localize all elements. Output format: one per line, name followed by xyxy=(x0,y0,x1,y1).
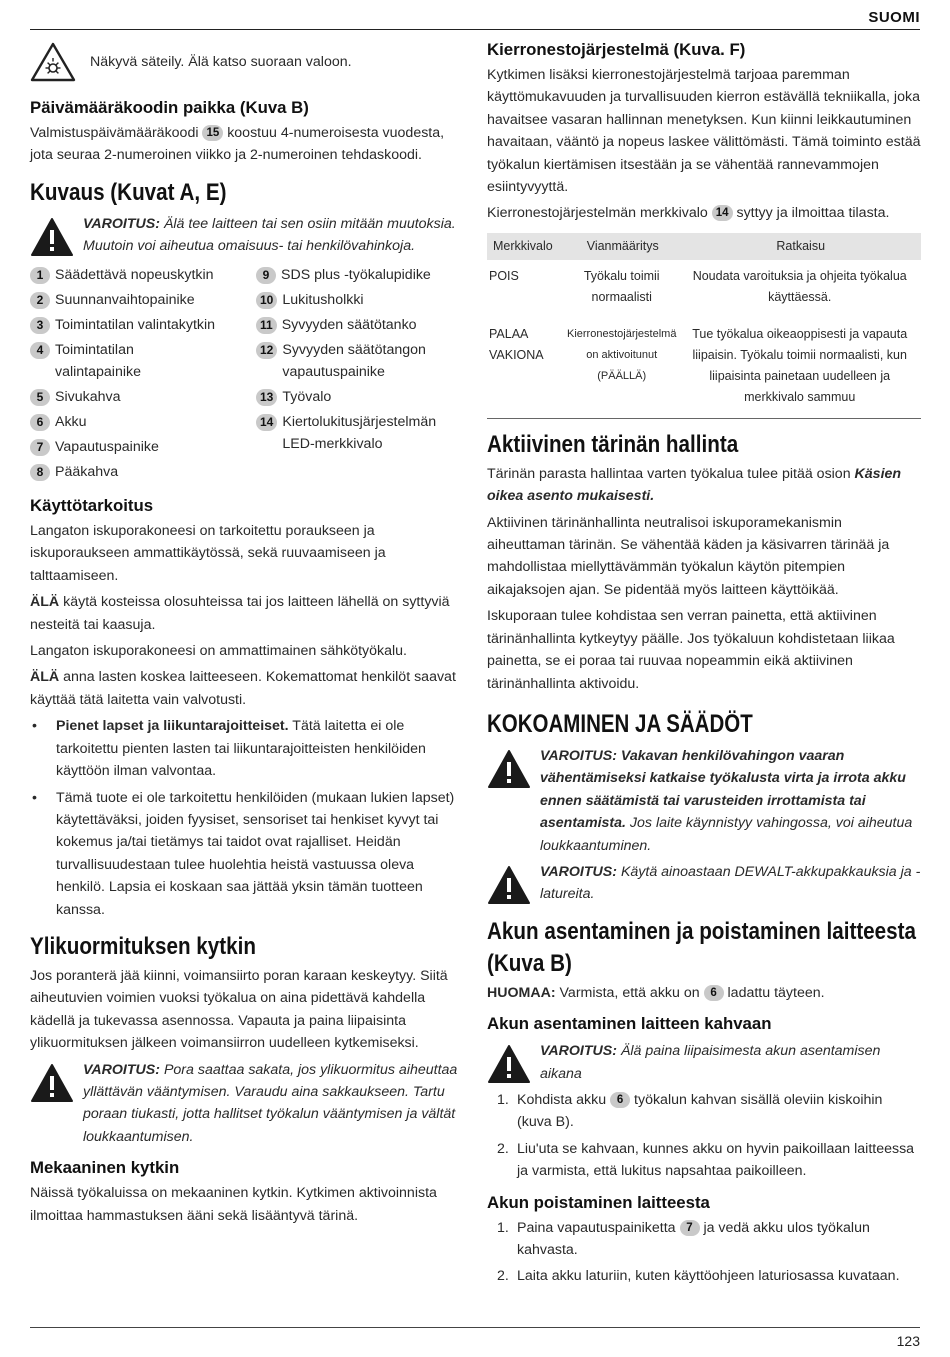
warning-triangle-icon xyxy=(487,865,531,905)
part-badge: 5 xyxy=(30,389,50,406)
antirot-heading: Kierronestojärjestelmä (Kuva. F) xyxy=(487,40,746,59)
radiation-text: Näkyvä säteily. Älä katso suoraan valoon. xyxy=(90,53,352,70)
part-badge: 6 xyxy=(30,414,50,431)
install-step-2: 2. Liu'uta se kahvaan, kunnes akku on hyvin paikoillaan laitteessa ja varmista, että lukitus napsahtaa paikoilleen. xyxy=(497,1140,915,1180)
warning-triangle-icon xyxy=(487,1044,531,1084)
table-cell: Noudata varoituksia ja ohjeita työkalua käyttäessä. xyxy=(692,268,907,304)
date-code-heading: Päivämääräkoodin paikka (Kuva B) xyxy=(30,98,309,117)
parts-col-2 xyxy=(256,264,462,486)
part-item: 14 Kiertolukitusjärjestelmän LED-merkkivalo xyxy=(256,411,462,456)
battery-note: HUOMAA: Varmista, että akku on 6 ladattu täyteen. xyxy=(487,984,825,1001)
left-column xyxy=(30,38,462,1231)
part-item: 8 Pääkahva xyxy=(30,461,256,483)
part-item: 7 Vapautuspainike xyxy=(30,436,256,458)
antirot-p1: Kytkimen lisäksi kierronestojärjestelmä tarjoaa paremman käyttömukavuuden ja turvallisuuden kierron estävällä tekniikalla, joka havaitsee vasaran hallinnan menetyksen. Kun kiinni leikkautuminen havaitaan, vääntö ja nopeus laskee välittömästi. Tämä toiminto estää työkalun kiertämisen itsestään ja se vähentää rannevammojen esiintyvyyttä. xyxy=(487,67,921,196)
overload-p1: Jos poranterä jää kiinni, voimansiirto poran karaan keskeytyy. Siitä aiheutuvien voimien vuoksi työkalua on aina pidettävä kahdella kädellä ja tukevassa asennossa. Vapauta ja paina liipaisinta ylikuormituksen jälkeen voimansiirron uudelleen kytkemiseksi. xyxy=(30,967,448,1052)
badge-14: 14 xyxy=(712,205,733,221)
vibration-p3: Iskuporaan tulee kohdistaa sen verran painetta, että aktiivinen tärinänhallinta kytkeytyy päälle. Jos työkaluun kohdistetaan liikaa painetta, se ei poraa tai ruuvaa nopeammin eikä aktiivinen tärinänhallinta aktivoidu. xyxy=(487,608,895,692)
parts-list xyxy=(30,264,462,486)
battery-install-heading: Akun asentaminen laitteen kahvaan xyxy=(487,1014,772,1034)
footer-rule xyxy=(30,1327,920,1328)
part-badge: 4 xyxy=(30,342,50,359)
part-badge: 11 xyxy=(256,317,277,334)
table-header: Merkkivalo xyxy=(487,233,565,260)
part-badge: 3 xyxy=(30,317,50,334)
battery-heading: Akun asentaminen ja poistaminen laitteesta (Kuva B) xyxy=(487,917,916,977)
battery-install-warning: VAROITUS: Älä paina liipaisimesta akun asentamisen aikana xyxy=(487,1040,921,1085)
assembly-heading: KOKOAMINEN JA SÄÄDÖT xyxy=(487,709,753,738)
description-warning: VAROITUS: Älä tee laitteen tai sen osiin mitään muutoksia. Muutoin voi aiheutua omaisuus- tai henkilövahinkoja. xyxy=(30,213,462,258)
assembly-warning-1: VAROITUS: Vakavan henkilövahingon vaaran vähentämiseksi katkaise työkalusta virta ja irrota akku ennen säätämistä tai varusteiden irrottamista tai asentamista. Jos laite käynnistyy vahingossa, voi aiheutua loukkaantuminen. xyxy=(487,745,921,857)
bullet-item: • Tämä tuote ei ole tarkoitettu henkilöiden (mukaan lukien lapset) käytettäväksi, joiden fyysiset, sensoriset tai henkiset kyvyt tai kokemus ja/tai tietämys tai taidot ovat rajalliset. Heidän turvallisuudestaan tulee huolehtia heistä vastuussa oleva henkilö. Lapsia ei koskaan saa jättää yksin tämän tuotteen kanssa. xyxy=(30,787,462,921)
date-code-text: Valmistuspäivämääräkoodi 15 koostuu 4-numeroisesta vuodesta, jota seuraa 2-numeroinen viikko ja 2-numeroinen tehdaskoodi. xyxy=(30,125,445,164)
battery-remove-heading: Akun poistaminen laitteesta xyxy=(487,1192,710,1212)
warning-triangle-icon xyxy=(487,749,531,789)
assembly-warning-2: VAROITUS: Käytä ainoastaan DEWALT-akkupakkauksia ja -latureita. xyxy=(487,861,921,906)
mech-clutch-p1: Näissä työkaluissa on mekaaninen kytkin. Kytkimen aktivoinnista ilmoittaa hammastuksen ääni sekä lisääntyvä tärinä. xyxy=(30,1185,437,1224)
overload-heading: Ylikuormituksen kytkin xyxy=(30,932,256,960)
table-row xyxy=(487,318,921,419)
header-rule xyxy=(30,29,920,30)
page-number: 123 xyxy=(896,1333,920,1349)
table-header: Vianmääritys xyxy=(565,233,680,260)
part-badge: 14 xyxy=(256,414,277,431)
bullet-dot-icon: • xyxy=(32,789,37,806)
part-item: 5 Sivukahva xyxy=(30,386,256,408)
right-column xyxy=(487,38,921,1292)
part-item: 13 Työvalo xyxy=(256,386,462,408)
part-item: 12 Syvyyden säätötangon vapautuspainike xyxy=(256,339,462,384)
mech-clutch-heading: Mekaaninen kytkin xyxy=(30,1158,180,1178)
table-header: Ratkaisu xyxy=(680,233,921,260)
table-cell: Tue työkalua oikeaoppisesti ja vapauta liipaisin. Työkalu toimii normaalisti, kun liipaisinta painetaan uudelleen ja merkkivalo sammuu xyxy=(680,318,921,419)
bullet-dot-icon: • xyxy=(32,718,37,735)
description-heading: Kuvaus (Kuvat A, E) xyxy=(30,178,227,206)
badge-7: 7 xyxy=(680,1220,700,1236)
part-item: 10 Lukitusholkki xyxy=(256,289,462,311)
header-language: SUOMI xyxy=(868,9,920,26)
part-item: 3 Toimintatilan valintakytkin xyxy=(30,314,256,336)
part-badge: 9 xyxy=(256,267,276,284)
table-cell: Kierronestojärjestelmä on aktivoitunut (PÄÄLLÄ) xyxy=(565,318,680,419)
warning-triangle-icon xyxy=(30,1063,74,1103)
radiation-warning-icon xyxy=(30,42,76,82)
vibration-p2: Aktiivinen tärinänhallinta neutralisoi iskuporamekanismin aiheuttaman tärinän. Se vähentää käden ja käsivarren tärinää ja mahdollistaa miellyttävämmän työkalun käytön pitempien aikajaksojen ajan. Se pidentää myös laitteen käyttöikää. xyxy=(487,514,890,598)
part-badge: 1 xyxy=(30,267,50,284)
table-cell: Työkalu toimii normaalisti xyxy=(583,268,660,304)
badge-15: 15 xyxy=(202,125,223,141)
intended-use-p3: Langaton iskuporakoneesi on ammattimainen sähkötyökalu. xyxy=(30,643,407,660)
intended-use-heading: Käyttötarkoitus xyxy=(30,496,154,516)
badge-6: 6 xyxy=(610,1092,630,1108)
antirot-p2: Kierronestojärjestelmän merkkivalo 14 syttyy ja ilmoittaa tilasta. xyxy=(487,205,890,222)
part-item: 4 Toimintatilan valintapainike xyxy=(30,339,256,384)
part-badge: 10 xyxy=(256,292,277,309)
install-step-1: 1. Kohdista akku 6 työkalun kahvan sisällä oleviin kiskoihin (kuva B). xyxy=(497,1091,883,1131)
vibration-p1: Tärinän parasta hallintaa varten työkalua tulee pitää osion Käsien oikea asento mukaisesti. xyxy=(487,465,902,505)
part-badge: 12 xyxy=(256,342,277,359)
badge-6: 6 xyxy=(704,985,724,1001)
part-item: 6 Akku xyxy=(30,411,256,433)
bullet-item: • Pienet lapset ja liikuntarajoitteiset. Tätä laitetta ei ole tarkoitettu pienten lasten tai liikuntarajoitteisten henkilöiden käyttöön ilman valvontaa. xyxy=(30,715,462,782)
part-badge: 2 xyxy=(30,292,50,309)
remove-step-1: 1. Paina vapautuspainiketta 7 ja vedä akku ulos työkalun kahvasta. xyxy=(497,1219,870,1258)
table-cell: PALAA VAKIONA xyxy=(487,318,565,419)
part-item: 9 SDS plus -työkalupidike xyxy=(256,264,462,286)
warning-triangle-icon xyxy=(30,217,74,257)
remove-step-2: 2. Laita akku laturiin, kuten käyttöohjeen laturiosassa kuvataan. xyxy=(497,1268,900,1285)
table-header-row xyxy=(487,233,921,260)
overload-warning: VAROITUS: Pora saattaa sakata, jos ylikuormitus aiheuttaa yllättävän vääntymisen. Varaudu aina sakkaukseen. Tartu poraan tiukasti, jotta hallitset työkalun vääntymisen ja vältät loukkaantumisen. xyxy=(30,1059,462,1149)
led-status-table xyxy=(487,233,921,419)
parts-col-1 xyxy=(30,264,256,486)
part-badge: 8 xyxy=(30,464,50,481)
table-cell: POIS xyxy=(489,268,519,283)
radiation-note xyxy=(30,42,462,82)
part-badge: 13 xyxy=(256,389,277,406)
part-item: 2 Suunnanvaihtopainike xyxy=(30,289,256,311)
intended-use-p4: ÄLÄ anna lasten koskea laitteeseen. Kokemattomat henkilöt saavat käyttää tätä laitetta vain valvotusti. xyxy=(30,669,456,708)
part-badge: 7 xyxy=(30,439,50,456)
part-item: 1 Säädettävä nopeuskytkin xyxy=(30,264,256,286)
vibration-heading: Aktiivinen tärinän hallinta xyxy=(487,430,739,458)
intended-use-p1: Langaton iskuporakoneesi on tarkoitettu poraukseen ja iskuporaukseen ammattikäytössä, sekä ruuvaamiseen ja talttaamiseen. xyxy=(30,523,386,584)
intended-use-p2: ÄLÄ käytä kosteissa olosuhteissa tai jos laitteen lähellä on syttyviä nesteitä tai kaasuja. xyxy=(30,594,450,633)
part-item: 11 Syvyyden säätötanko xyxy=(256,314,462,336)
table-row xyxy=(487,260,921,318)
